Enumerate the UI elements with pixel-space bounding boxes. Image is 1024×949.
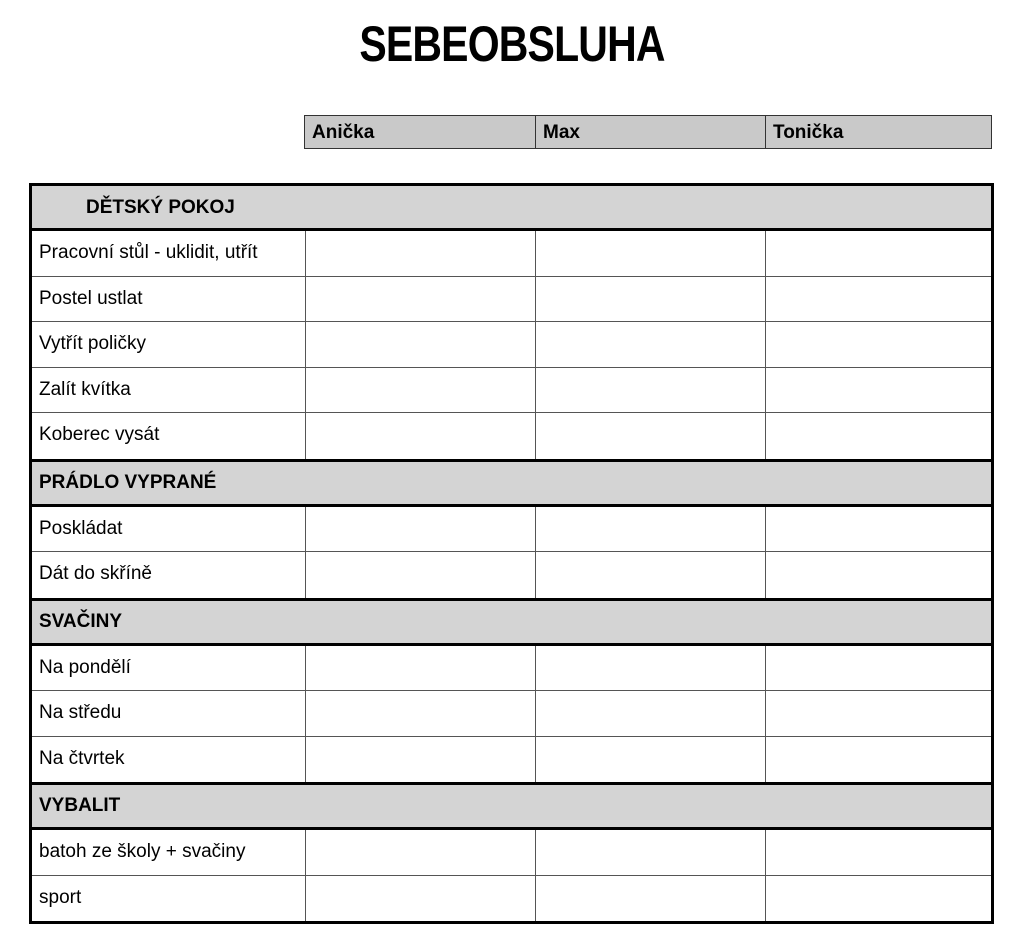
- section-heading: DĚTSKÝ POKOJ: [32, 186, 991, 231]
- check-cell[interactable]: [765, 231, 991, 276]
- person-name: Anička: [312, 122, 375, 143]
- check-cell[interactable]: [765, 277, 991, 322]
- page-title: SEBEOBSLUHA: [359, 16, 665, 72]
- table-row: [32, 231, 991, 277]
- check-cell[interactable]: [305, 507, 535, 552]
- check-cell[interactable]: [305, 322, 535, 367]
- table-row: [32, 830, 991, 876]
- task-label: sport: [39, 886, 82, 908]
- check-cell[interactable]: [535, 552, 765, 598]
- table-row: [32, 413, 991, 459]
- check-cell[interactable]: [305, 552, 535, 598]
- section-heading: VYBALIT: [32, 782, 991, 830]
- check-cell[interactable]: [535, 830, 765, 875]
- check-cell[interactable]: [535, 231, 765, 276]
- check-cell[interactable]: [305, 646, 535, 691]
- task-label: Postel ustlat: [39, 287, 143, 309]
- check-cell[interactable]: [535, 691, 765, 736]
- table-row: [32, 368, 991, 414]
- task-label: Poskládat: [39, 517, 123, 539]
- chore-table: [29, 183, 994, 924]
- check-cell[interactable]: [535, 413, 765, 459]
- check-cell[interactable]: [765, 691, 991, 736]
- section-heading: SVAČINY: [32, 598, 991, 646]
- check-cell[interactable]: [535, 368, 765, 413]
- task-label: Vytřít poličky: [39, 333, 146, 354]
- table-row: [32, 552, 991, 598]
- table-row: [32, 322, 991, 368]
- check-cell[interactable]: [535, 876, 765, 922]
- table-row: [32, 691, 991, 737]
- check-cell[interactable]: [535, 322, 765, 367]
- check-cell[interactable]: [305, 830, 535, 875]
- check-cell[interactable]: [535, 737, 765, 783]
- task-label: Na čtvrtek: [39, 747, 125, 769]
- section-heading: PRÁDLO VYPRANÉ: [32, 459, 991, 507]
- check-cell[interactable]: [305, 231, 535, 276]
- check-cell[interactable]: [765, 646, 991, 691]
- task-label: Zalít kvítka: [39, 378, 131, 400]
- check-cell[interactable]: [765, 413, 991, 459]
- check-cell[interactable]: [305, 737, 535, 783]
- table-row: [32, 646, 991, 692]
- check-cell[interactable]: [765, 368, 991, 413]
- check-cell[interactable]: [765, 830, 991, 875]
- task-label: Koberec vysát: [39, 424, 160, 445]
- check-cell[interactable]: [305, 876, 535, 922]
- check-cell[interactable]: [305, 368, 535, 413]
- check-cell[interactable]: [535, 277, 765, 322]
- table-row: [32, 507, 991, 553]
- table-row: [32, 876, 991, 922]
- check-cell[interactable]: [535, 646, 765, 691]
- task-label: Dát do skříně: [39, 563, 152, 584]
- check-cell[interactable]: [765, 552, 991, 598]
- person-name: Tonička: [765, 116, 993, 148]
- check-cell[interactable]: [535, 507, 765, 552]
- check-cell[interactable]: [765, 322, 991, 367]
- check-cell[interactable]: [305, 413, 535, 459]
- task-label: batoh ze školy + svačiny: [39, 841, 246, 862]
- table-row: [32, 277, 991, 323]
- check-cell[interactable]: [765, 876, 991, 922]
- table-row: [32, 737, 991, 783]
- check-cell[interactable]: [765, 737, 991, 783]
- check-cell[interactable]: [765, 507, 991, 552]
- task-label: Na pondělí: [39, 656, 131, 678]
- check-cell[interactable]: [305, 277, 535, 322]
- people-header: [304, 115, 992, 149]
- task-label: Na středu: [39, 702, 122, 723]
- check-cell[interactable]: [305, 691, 535, 736]
- task-label: Pracovní stůl - uklidit, utřít: [39, 242, 258, 263]
- person-name: Max: [535, 116, 765, 148]
